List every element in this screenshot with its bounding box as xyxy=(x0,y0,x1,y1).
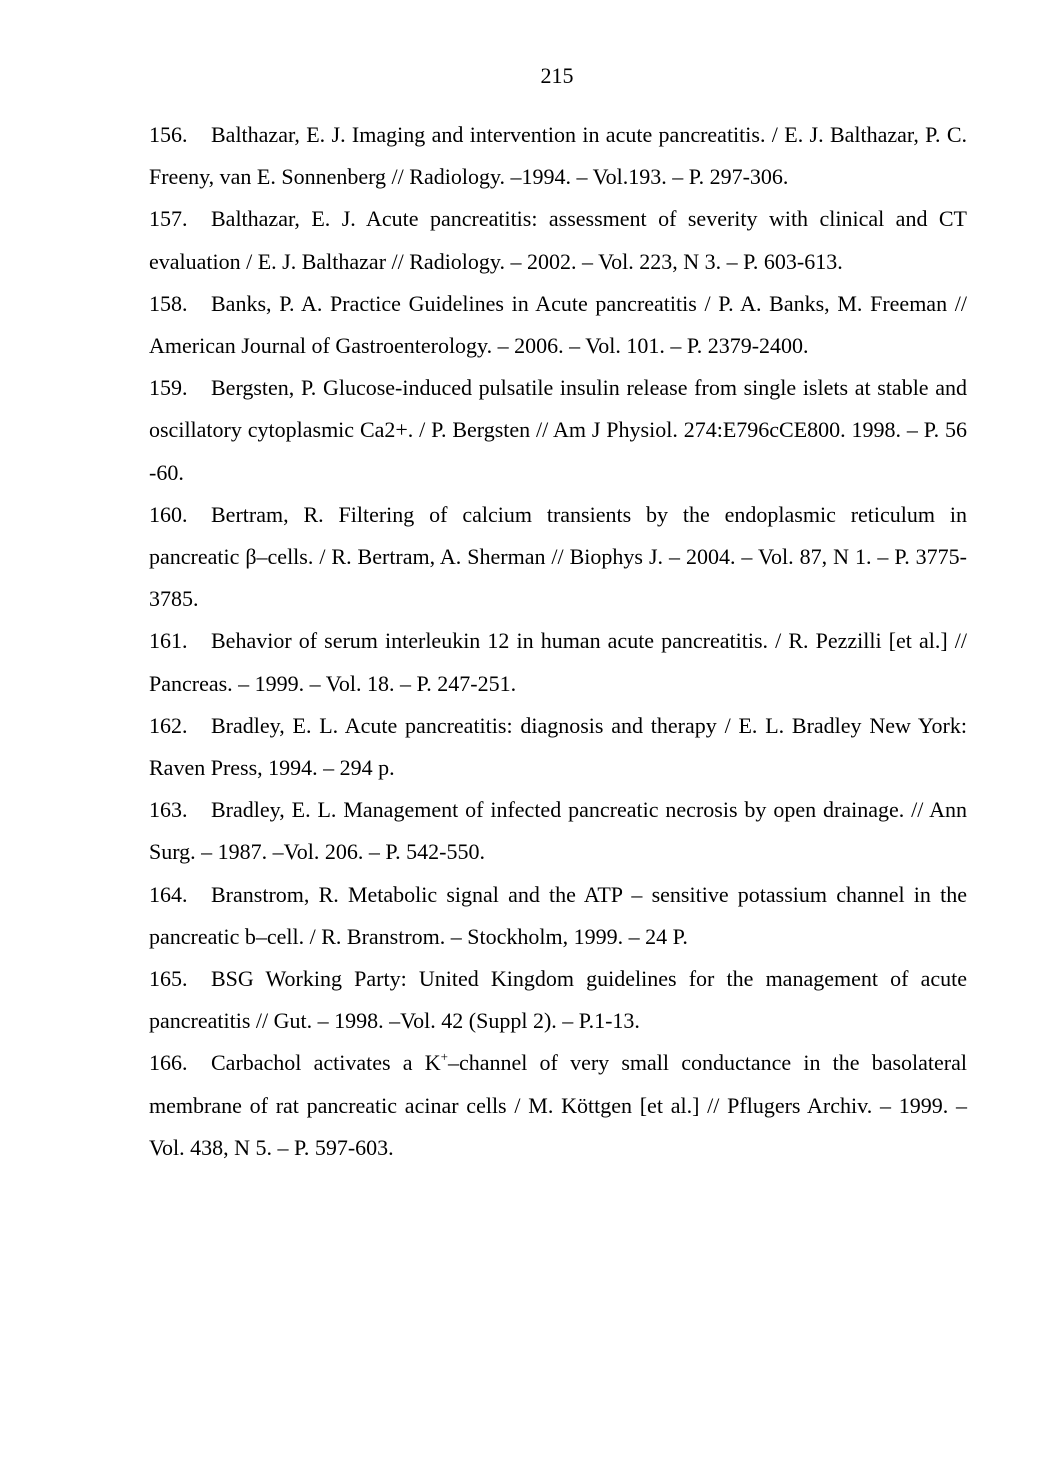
superscript-plus: + xyxy=(440,1049,448,1065)
reference-number: 165. xyxy=(149,966,188,992)
reference-number: 159. xyxy=(149,375,188,401)
reference-text: Bradley, E. L. Acute pancreatitis: diagnosis and therapy / E. L. Bradley New York: Raven Press, 1994. – 294 p. xyxy=(149,712,967,781)
reference-text-before-superscript: Carbachol activates a K xyxy=(211,1050,441,1076)
reference-item xyxy=(149,958,967,1042)
reference-item xyxy=(149,1042,967,1169)
reference-item xyxy=(149,789,967,873)
page-number: 215 xyxy=(540,63,574,88)
reference-text: Behavior of serum interleukin 12 in human acute pancreatitis. / R. Pezzilli [et al.] // Pancreas. – 1999. – Vol. 18. – P. 247-251. xyxy=(149,628,967,696)
reference-text: BSG Working Party: United Kingdom guidelines for the management of acute pancreatitis // Gut. – 1998. –Vol. 42 (Suppl 2). – P.1-13. xyxy=(149,966,967,1034)
reference-text: Balthazar, E. J. Acute pancreatitis: assessment of severity with clinical and CT evaluation / E. J. Balthazar // Radiology. – 2002. – Vol. 223, N 3. – P. 603-613. xyxy=(149,206,967,274)
reference-number: 162. xyxy=(149,712,188,738)
reference-text: Balthazar, E. J. Imaging and intervention in acute pancreatitis. / E. J. Balthazar, P. C. Freeny, van E. Sonnenberg // Radiology. –1994. – Vol.193. – P. 297-306. xyxy=(149,122,967,190)
reference-text: Bradley, E. L. Management of infected pancreatic necrosis by open drainage. // Ann Surg. – 1987. –Vol. 206. – P. 542-550. xyxy=(149,797,967,865)
reference-text: Branstrom, R. Metabolic signal and the ATP – sensitive potassium channel in the pancreatic b–cell. / R. Branstrom. – Stockholm, 1999. – 24 P. xyxy=(149,881,967,949)
reference-text: Bergsten, P. Glucose-induced pulsatile insulin release from single islets at stable and oscillatory cytoplasmic Ca2+. / P. Bergsten // Am J Physiol. 274:E796cCE800. 1998. – P. 56 -60. xyxy=(149,375,967,485)
reference-item xyxy=(149,620,967,704)
reference-text-after-superscript: –channel of very small conductance in the basolateral membrane of rat pancreatic acinar cells / M. Köttgen [et al.] // Pflugers Archiv. – 1999. – Vol. 438, N 5. – P. 597-603. xyxy=(149,1050,968,1160)
reference-number: 156. xyxy=(149,122,188,147)
reference-item xyxy=(149,874,967,958)
reference-number: 161. xyxy=(149,628,188,654)
reference-number: 157. xyxy=(149,206,188,232)
reference-item xyxy=(149,367,967,494)
reference-item xyxy=(149,283,967,367)
reference-number: 166. xyxy=(149,1050,188,1076)
reference-item xyxy=(149,198,967,282)
reference-list xyxy=(149,114,967,1169)
reference-text: Bertram, R. Filtering of calcium transients by the endoplasmic reticulum in pancreatic β–cells. / R. Bertram, A. Sherman // Biophys J. – 2004. – Vol. 87, N 1. – P. 3775-3785. xyxy=(149,501,967,612)
reference-number: 158. xyxy=(149,290,188,316)
reference-item xyxy=(149,114,967,198)
reference-item xyxy=(149,494,967,621)
reference-number: 164. xyxy=(149,881,188,907)
reference-item xyxy=(149,705,967,789)
reference-text: Banks, P. A. Practice Guidelines in Acute pancreatitis / P. A. Banks, M. Freeman // American Journal of Gastroenterology. – 2006. – Vol. 101. – P. 2379-2400. xyxy=(149,290,967,359)
reference-number: 163. xyxy=(149,797,188,823)
reference-number: 160. xyxy=(149,501,188,527)
